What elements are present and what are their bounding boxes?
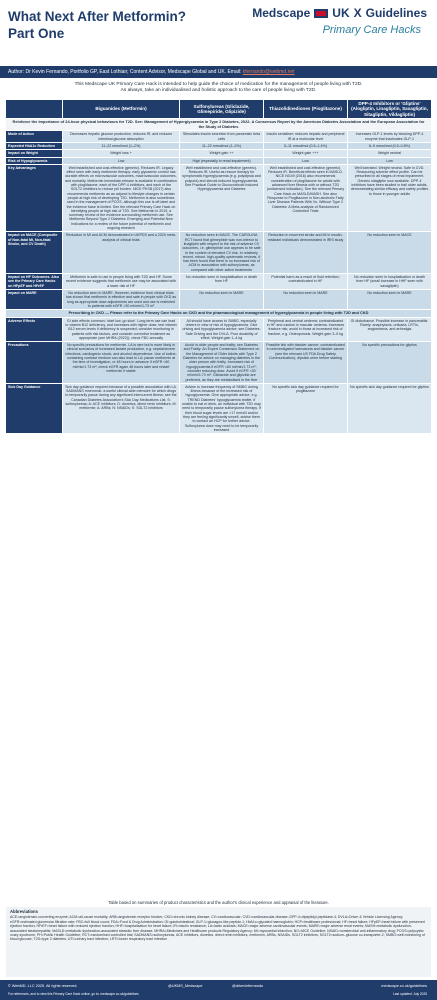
table-row [6,158,431,165]
ckd-prescribing-banner[interactable]: Prescribing in CKD — Please refer to the Primary Care Hacks on CKD and the pharmacological management of hyperglycaemia in people living with T2D and CKD [6,310,431,318]
abbreviations-text: ACE=angiotensin-converting enzyme; ACM=all-cause mortality; ARB=angiotensin receptor blocker; CKD=chronic kidney disease; CV=cardiovascular; CVD=cardiovascular disease; DPP-4=dipeptidyl peptidase-4; DVLA=Driver & Vehicle Licensing Agency; eGFR=estimated glomerular filtration rate; FBC=full blood count; FDA=Food & Drug Administration; GI=gastrointestinal; GLP-1=glucagon-like peptide-1; HbA1c=glycated haemoglobin; HCP=healthcare professional; HF=heart failure; HFpEF=heart failure with preserved ejection fraction; HFrEF=heart failure with reduced ejection fraction; HHF=hospitalisation for heart failure; IR=insulin resistance; LA=lactic acidosis; MACE=major adverse cardiovascular events; MARE=major adverse renal events; MASH=metabolic dysfunction-associated steatohepatitis; MASLD=metabolic dysfunction-associated steatotic liver disease; MHRA=Medicines and Healthcare products Regulatory Agency; MI=myocardial infarction; NG=NICE Guideline; NSAID=nonsteroidal anti-inflammatory drug; PCOS=polycystic ovary syndrome; PH=Public Health Guideline; RCT=randomised controlled trial; SADMANS=sulfonylureas, ACE inhibitors, diuretics, direct renin inhibitors, metformin, ARBs, NSAIDs, SGLT2 inhibitors; SGLT2=sodium–glucose co-transporter-2; SMBG=self-monitoring of blood glucose; T2D=type 2 diabetes; UTI=urinary tract infection; LRTI=lower respiratory tract infection [10,915,425,942]
brand-x: X [353,6,362,20]
table-header-biguanides: Biguanides (Metformin) [63,100,180,118]
row-label: Risk of Hypoglycaemia [6,158,63,164]
table-body-2 [6,318,431,434]
table-cell: Avoid in older people and frailty; see Diabetes and Frailty: An Expert Consensus Statement on the Management of Older Adults with Type 2 Diabetes for advice on managing diabetes in the older person with frailty. Increased risk of hypoglycaemia if eGFR <60 ml/min/1.73 m²; consider reducing dose. Avoid if eGFR <30 ml/min/1.73 m². Gliclazide and glipizide are preferred, as they are metabolised in the liver [180,342,264,383]
table-row [6,131,431,143]
row-label: Precautions [6,342,63,383]
table-cell: 5–11 mmol/mol (0.5–1.4%) [264,143,348,149]
brand-subtitle: Primary Care Hacks [322,24,421,36]
table-cell: Increases GLP-1 levels by blocking DPP-4 enzyme that inactivates GLP-1 [348,131,431,142]
header [0,0,437,64]
table-cell: No reduction seen in MARE. However, evidence from clinical trials has shown that metformin is effective and safe in people with CKD as long as appropriate dose adjustments are used and use is restricted to patients with eGFR >30 ml/min/1.73 m² [63,290,180,309]
row-label: Impact on MACE (Composite of Non-fatal MI, Non-fatal Stroke, and CV Death) [6,232,63,273]
table-header-row [6,100,431,119]
table-cell: No specific precautions for metformin. LA is rare but is more likely in clinical scenarios of increased lactate production, e.g. sepsis/severe infections, cardiogenic shock, and alcohol dependence. Use of iodine-containing contrast medium can also lead to LA; pause metformin at the time of investigation, or 48 hours in advance if eGFR <60 ml/min/1.73 m²; check eGFR again 48 hours later and restart metformin if stable [63,342,180,383]
table-cell: No specific precautions for gliptins [348,342,431,383]
abbreviations-box [6,907,431,977]
table-cell: Weight neutral [348,150,431,156]
table-row [6,318,431,342]
table-row [6,143,431,150]
table-cell: All should have access to SMBG, especially drivers in view of risk of hypoglycaemia. Give driving and hypoglycaemia advice; see Diabetes: Safe Driving and the DVLA. Poor durability of effect. Weight gain 1–4 kg [180,318,264,341]
table-cell: 11–22 mmol/mol (1–2%) [180,143,264,149]
table-cell: 11–22 mmol/mol (1–2%) [63,143,180,149]
table-cell: Metformin is safe to use in people living with T2D and HF. Some recent evidence suggests that metformin use may be associated with a lower risk of HF [63,274,180,289]
table-row [6,290,431,310]
table-cell: Low [348,158,431,164]
footer-site-link[interactable]: medscape.co.uk/guidelines [381,984,427,988]
table-header-thiazolidinediones: Thiazolidinediones (Pioglitazone) [264,100,348,118]
table-cell: Weight loss + [63,150,180,156]
row-label: Sick Day Guidance [6,384,63,433]
table-cell: Well tolerated. Weight neutral. Safe in CVD. Reassuring adverse effect profile. Can be prescribed in all stages of renal impairment. Generic sitagliptin now available. DPP-4 inhibitors have been studied in frail older adults, demonstrating similar efficacy and safety profiles to those in younger adults [348,165,431,231]
table-cell: No specific sick day guidance required for gliptins [348,384,431,433]
table-cell: 6–9 mmol/mol (0.5–0.8%) [348,143,431,149]
table-cell: GI side effects common; 'start low, go slow'. Long-term use can lead to vitamin B12 deficiency, and increases with higher dose; test vitamin B12 serum levels if deficiency is suspected; consider monitoring in patients with risk factors, and consider corrective treatment as appropriate (see MHRA (2022)); check FBC annually [63,318,180,341]
table-cell: No reduction seen in hospitalisation or death from HF [180,274,264,289]
table-row [6,150,431,157]
table-cell: Reduction in MI and ACM demonstrated in UKPDS and a 2020 meta-analysis of clinical trials [63,232,180,273]
table-row [6,165,431,232]
intro [0,82,437,94]
brand-logo [252,6,427,20]
footer [0,980,437,1000]
table-cell: Possible link with bladder cancer; contraindicated in uninvestigated haematuria and bladder cancer (see the relevant US FDA Drug Safety Communication); dipstick urine before starting [264,342,348,383]
table-cell: Well established and cost-effective (generic). Reduces IR. Useful as rescue therapy for symptomatic hyperglycaemia (e.g. polydipsia and polyuria) and steroid-induced hyperglycaemia. See Practical Guide to Glucocorticoid Induced Hyperglycaemia and Diabetes [180,165,264,231]
row-label: Impact on Weight [6,150,63,156]
table-cell: Weight gain +++ [264,150,348,156]
uk-flag-icon [314,9,328,18]
row-label: Impact on MARE [6,290,63,309]
footer-twitter-author-link[interactable]: @drkevinfernando [232,984,264,988]
row-label: Impact on HF Outcomes. Also see the Primary Care Hacks on HFpEF and HFrEF [6,274,63,289]
brand-name: Medscape [252,6,311,20]
comparison-table [6,100,431,434]
author-email-link[interactable]: kfernando@webmd.net [242,69,295,75]
title-line-2: Part One [8,26,65,41]
table-cell: Low [264,158,348,164]
table-row [6,384,431,434]
title-line-1: What Next After Metformin? [8,9,186,24]
table-body-1 [6,131,431,310]
author-bar [0,66,437,78]
intro-line-2: As always, take an individualised and holistic approach to the care of people living with T2D. [120,88,317,93]
author-text: Author: Dr Kevin Fernando, Portfolio GP, East Lothian; Content Advisor, Medscape Global and UK. Email: [8,69,242,75]
table-cell: No reduction seen in MACE [348,232,431,273]
table-cell: No reduction seen in MARE [180,290,264,309]
footer-copyright: © WebMD, LLC 2025. All rights reserved. [8,984,78,988]
table-cell: No reduction seen in MARE [264,290,348,309]
table-cell: GI disturbance. Possible increase in pancreatitis. Rarely: anaphylaxis, urticaria, LRTIs, angioedema, and arthralgia [348,318,431,341]
footer-updated: Last updated: July 2025 [393,992,427,996]
table-cell: High (especially in renal impairment) [180,158,264,164]
intro-line-1: This Medscape UK Primary Care Hack is intended to help guide the choice of medication for the management of people living with T2D. [74,82,363,87]
footer-twitter-link[interactable]: @UKMS_Medscape [168,984,203,988]
row-label: Key Advantages [6,165,63,231]
table-cell: Potential harm as a result of fluid retention; contraindicated in HF [264,274,348,289]
footer-references-note: For references, and to view this Primary Care Hack online, go to: medscape.co.uk/guidelines [8,992,139,996]
table-cell: Reduction in recurrent stroke and MI in insulin-resistant individuals demonstrated in IRIS study [264,232,348,273]
table-cell: Well established and cost-effective (generic). Reduces IR. Legacy effect seen with early metformin therapy: early glycaemic control has durable effects on microvascular outcomes, macrovascular outcomes, and mortality. Metformin immediate-release is available in combination with pioglitazone, each of the DPP-4 inhibitors, and each of the SGLT2 inhibitors to reduce pill burden. NICE PKSB (2017) also recommends metformin as an adjunct to lifestyle changes in certain people at high risk of developing T2D. Metformin is also sometimes used in the management of PCOS, although this use is off-label and the evidence base is limited. See the relevant Primary Care Hack on Identifying people at high risk of T2D. See Metformin in 2019, a summary review of the evidence surrounding metformin use. See Metformin Beyond Type 2 Diabetes: Emerging and Potential New Indications for a review of the future potential of metformin and ongoing research [63,165,180,231]
table-header-sulfonylureas: Sulfonylureas (Gliclazide, Glimepiride, Glipizide) [180,100,264,118]
table-cell: Weight gain ++ [180,150,264,156]
table-header-dpp4-inhibitors: DPP-4 Inhibitors or 'Gliptins' (Alogliptin, Linagliptin, Saxagliptin, Sitagliptin, Vildagliptin) [348,100,431,118]
table-row [6,232,431,274]
row-label: Adverse Effects [6,318,63,341]
table-cell: No specific sick day guidance required for pioglitazone [264,384,348,433]
row-label: Expected HbA1c Reduction [6,143,63,149]
table-cell: No reduction seen in hospitalisation or death from HF (small increase in HHF seen with saxagliptin) [348,274,431,289]
page-title [8,8,186,42]
table-cell: Decreases hepatic glucose production, reduces IR, and reduces intestinal glucose absorption [63,131,180,142]
table-cell: Stimulates insulin secretion from pancreatic beta cells [180,131,264,142]
table-cell: Low [63,158,180,164]
table-row [6,342,431,384]
table-header-cell [6,100,63,118]
physical-behaviour-banner[interactable]: Reinforce the importance of 24-hour physical behaviours for T2D. See: Management of Hyperglycaemia in Type 2 Diabetes, 2022. A Consensus Report by the American Diabetes Association and the European Association for the Study of Diabetes [6,119,431,131]
brand-region: UK [332,6,350,20]
table-cell: Insulin sensitiser; reduces hepatic and peripheral IR at a molecular level [264,131,348,142]
brand-guidelines: Guidelines [365,6,427,20]
table-cell: Well established and cost-effective (generic). Reduces IR. Beneficial effects seen in MASLD. NICE NG49 (2016) also recommends consideration of pioglitazone for adults with advanced liver fibrosis with or without T2D (unlicensed indication). See the relevant Primary Care Hack on MASLD/MASH. See also Response to Pioglitazone in Non-alcoholic Fatty Liver Disease Patients With Vs. Without Type 2 Diabetes: A Meta-analysis of Randomized Controlled Trials [264,165,348,231]
table-row [6,274,431,290]
table-cell: Advise to increase frequency of SMBG during illness because of the increased risk of hypoglycaemia. Give appropriate advice, e.g. TREND Diabetes' hypoglycaemia leaflet. If unable to eat or drink, an individual with T2D may need to temporarily pause sulfonylurea therapy. If their blood sugar levels are >17 mmol/l and/or they are feeling significantly unwell, advise them to contact an HCP for further advice. Sulfonylurea dose may need to be temporarily increased [180,384,264,433]
table-cell: Peripheral and central oedema; contraindicated in HF and caution in macular oedema. Increases fracture risk; avoid in those at increased risk of fracture, e.g. Osteoporosis. Weight gain 3–5 kg [264,318,348,341]
abbreviations-title: Abbreviations [10,909,38,914]
row-label: Mode of Action [6,131,63,142]
table-cell: No reduction seen in MARE [348,290,431,309]
table-cell: No reduction seen in MACE. The CAROLINA RCT found that glimepiride was non-inferior to linagliptin with respect to the risk of adverse CV outcomes, i.e. glimepiride use appears to be safe in the context of elevated CV risk. In relatively recent, robust, high-quality systematic reviews, it has been found that there is no increased risk of ACM in association with sulfonylureas, as compared with other active treatments [180,232,264,273]
table-caption: Table based on summaries of product characteristics and the author's clinical experience and appraisal of the literature. [108,900,329,905]
table-cell: Sick day guidance required because of a possible association with LA. SADMANS mnemonic: a useful clinical aide-mémoire for which drugs to temporarily pause during any significant intercurrent illness; see the Canadian Diabetes Association's Sick Day Medications List. S: sulfonylureas; A: ACE inhibitors; D: diuretics, direct renin inhibitors; M: metformin; A: ARBs; N: NSAIDs; S: SGLT2 inhibitors [63,384,180,433]
